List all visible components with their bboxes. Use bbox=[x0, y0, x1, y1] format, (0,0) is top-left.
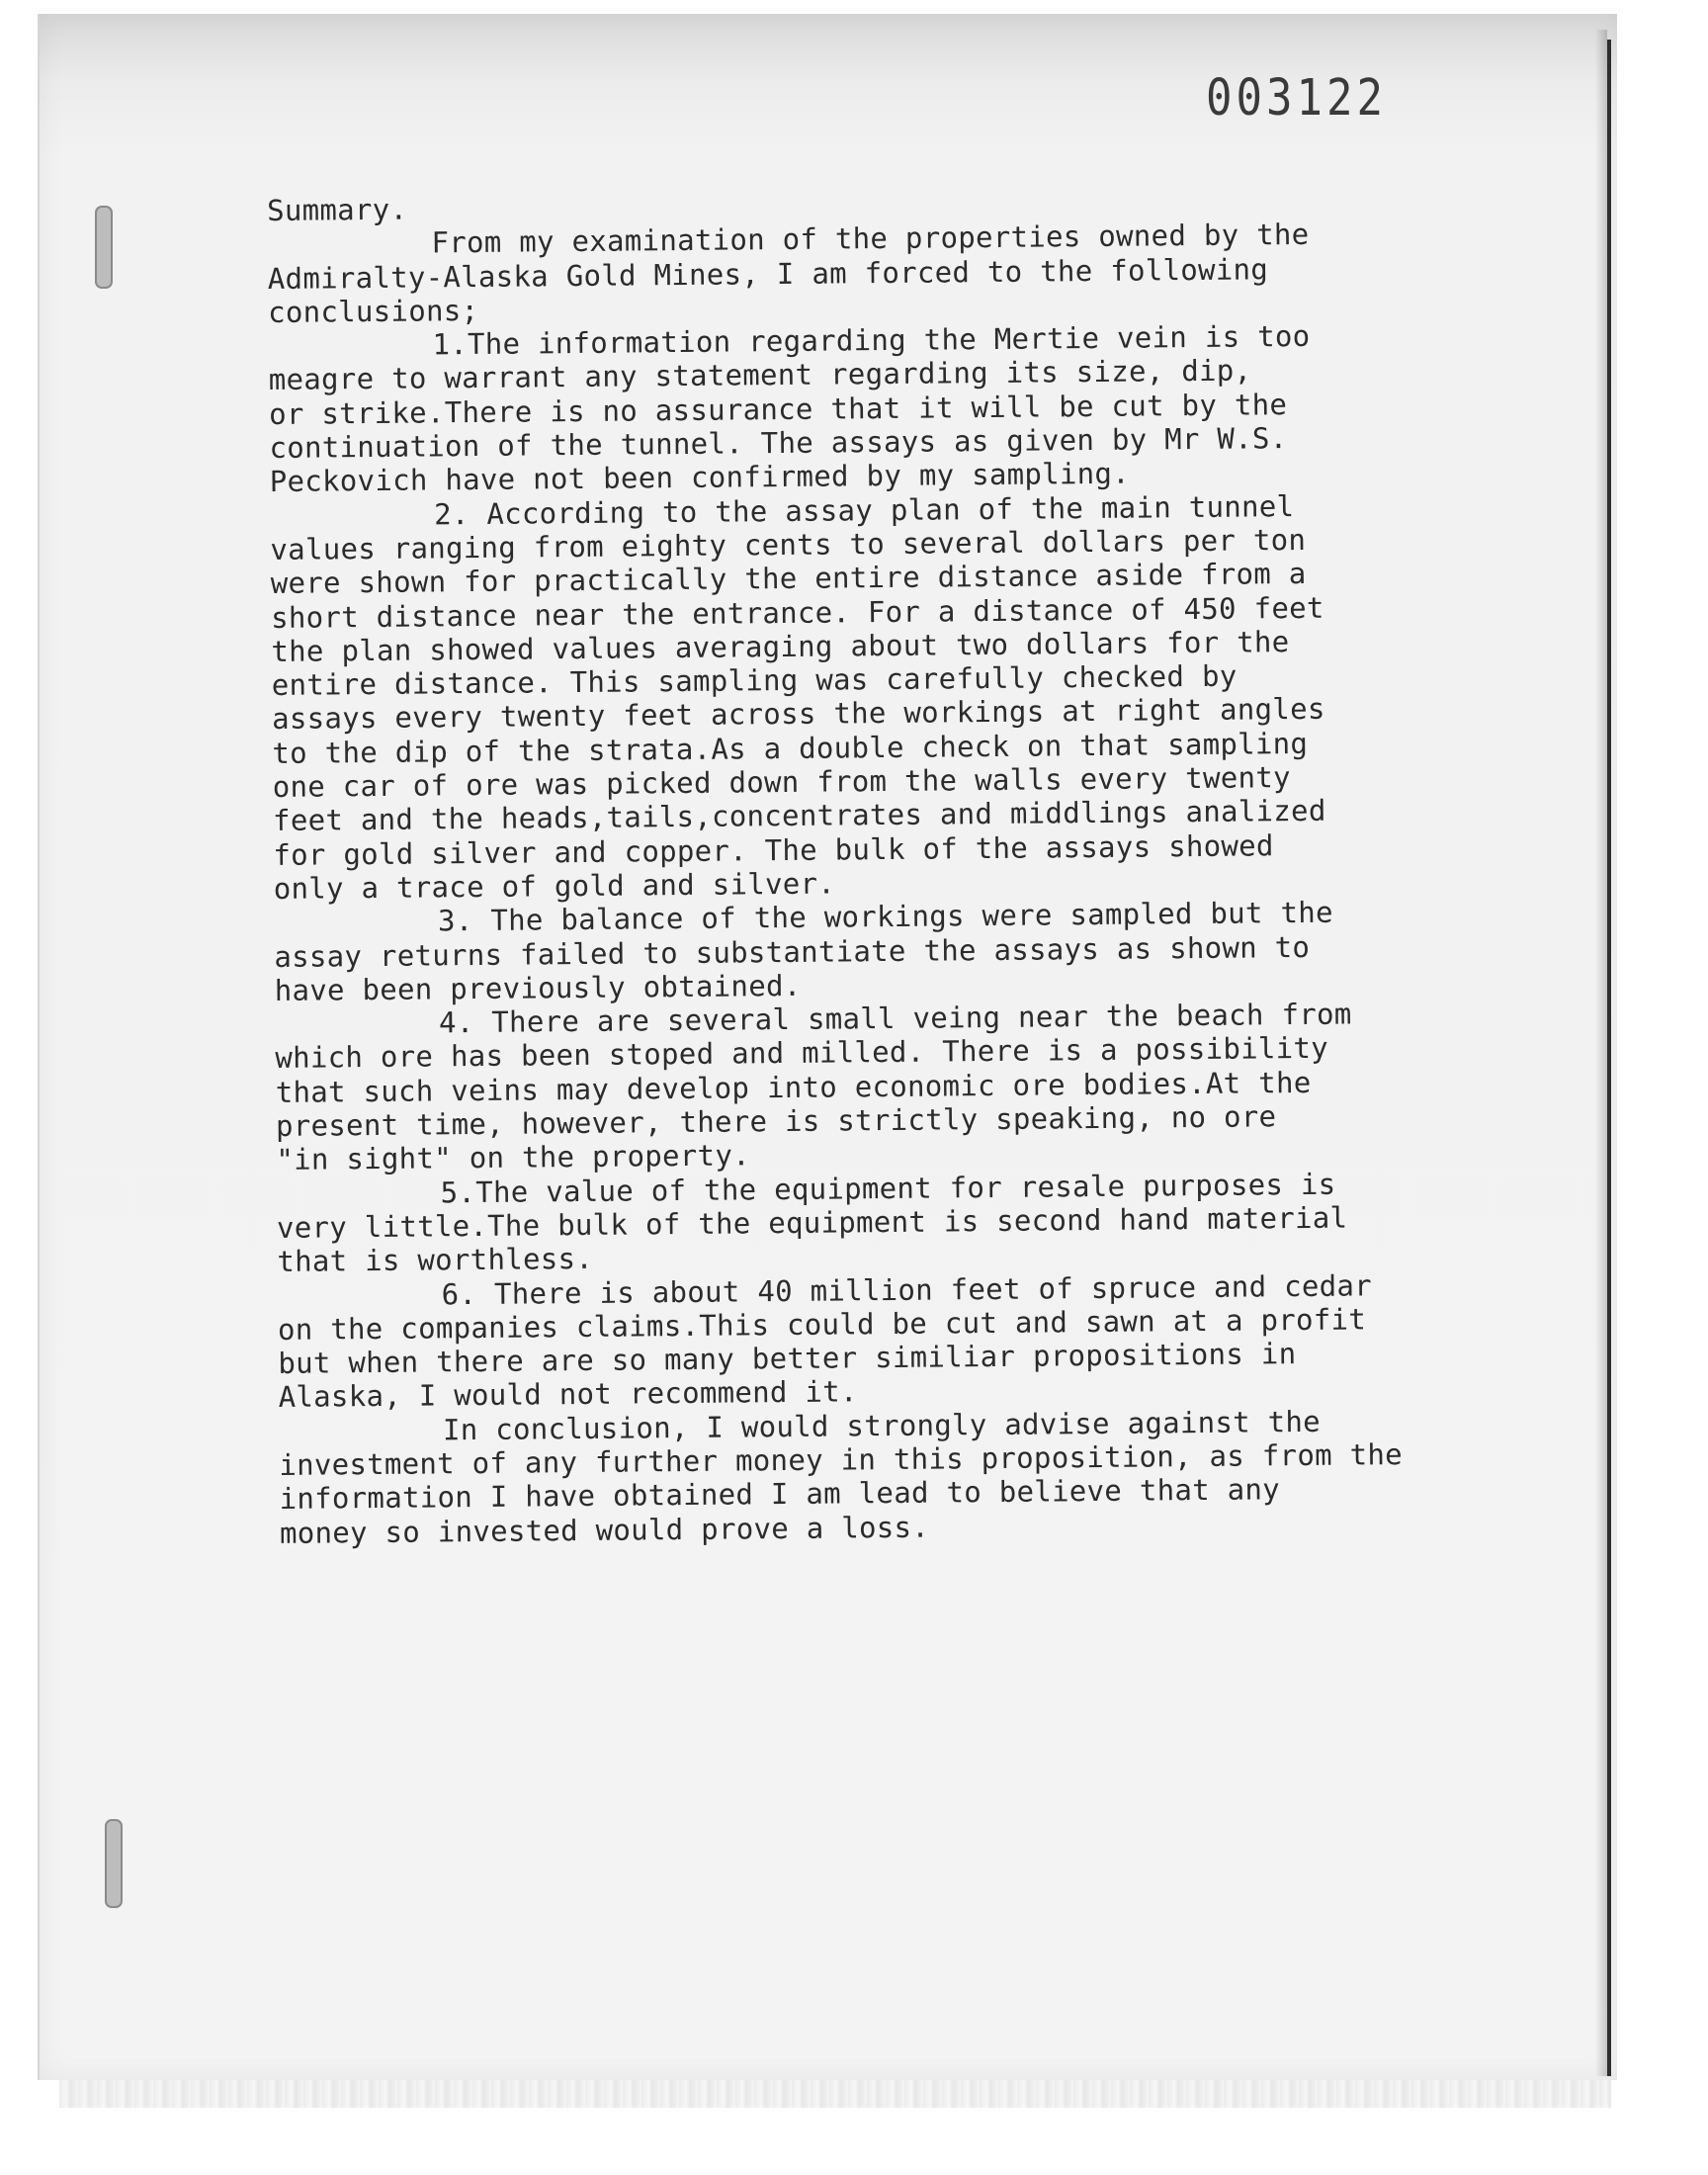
text-line: assays every twenty feet across the workings at right angles bbox=[271, 692, 1325, 737]
text-line: which ore has been stoped and milled. There is a possibility bbox=[275, 1031, 1329, 1076]
summary-heading: Summary. bbox=[267, 192, 408, 227]
paper-right-edge bbox=[1607, 40, 1611, 2076]
text-line: money so invested would prove a loss. bbox=[279, 1510, 930, 1550]
scan-streaks bbox=[59, 2080, 1611, 2108]
text-line: on the companies claims.This could be cut and sawn at a profit bbox=[277, 1302, 1367, 1347]
text-line: 3. The balance of the workings were sampled but the bbox=[437, 895, 1333, 938]
text-line: to the dip of the strata.As a double check on that sampling bbox=[272, 726, 1309, 770]
text-line: From my examination of the properties owned by the bbox=[431, 218, 1310, 260]
text-line: that is worthless. bbox=[277, 1242, 594, 1279]
text-line: but when there are so many better similiar propositions in bbox=[278, 1337, 1297, 1381]
text-line: In conclusion, I would strongly advise against the bbox=[442, 1404, 1322, 1447]
text-line: Alaska, I would not recommend it. bbox=[278, 1374, 858, 1415]
punch-hole-bottom bbox=[105, 1819, 123, 1908]
text-line: Peckovich have not been confirmed by my sampling. bbox=[269, 457, 1131, 499]
text-line: conclusions; bbox=[267, 293, 479, 329]
text-line: 5.The value of the equipment for resale purposes is bbox=[440, 1167, 1336, 1209]
text-line: investment of any further money in this proposition, as from the bbox=[279, 1437, 1404, 1482]
text-line: feet and the heads,tails,concentrates and middlings analized bbox=[272, 794, 1326, 838]
punch-hole-top bbox=[95, 206, 113, 289]
text-line: 4. There are several small veing near the beach from bbox=[438, 997, 1352, 1040]
text-line: very little.The bulk of the equipment is second hand material bbox=[276, 1200, 1348, 1245]
text-line: 1.The information regarding the Mertie vein is too bbox=[432, 319, 1311, 362]
text-line: entire distance. This sampling was carefully checked by bbox=[271, 658, 1238, 703]
text-line: "in sight" on the property. bbox=[276, 1138, 751, 1177]
text-line: values ranging from eighty cents to several dollars per ton bbox=[270, 522, 1307, 566]
text-line: Admiralty-Alaska Gold Mines, I am forced to the following bbox=[267, 251, 1269, 296]
text-line: 2. According to the assay plan of the main tunnel bbox=[433, 488, 1295, 532]
text-line: present time, however, there is strictly speaking, no ore bbox=[275, 1099, 1277, 1143]
text-line: assay returns failed to substantiate the assays as shown to bbox=[274, 929, 1311, 974]
text-line: were shown for practically the entire distance aside from a bbox=[270, 557, 1307, 601]
summary-text bbox=[267, 181, 1604, 1550]
text-line: for gold silver and copper. The bulk of the assays showed bbox=[273, 827, 1274, 872]
text-line: one car of ore was picked down from the walls every twenty bbox=[272, 760, 1291, 805]
text-line: have been previously obtained. bbox=[274, 968, 802, 1007]
text-line: short distance near the entrance. For a distance of 450 feet bbox=[270, 590, 1324, 635]
text-line: the plan showed values averaging about two dollars for the bbox=[271, 624, 1290, 668]
text-line: continuation of the tunnel. The assays as given by Mr W.S. bbox=[269, 421, 1288, 466]
text-line: 6. There is about 40 million feet of spruce and cedar bbox=[441, 1267, 1373, 1311]
text-line: that such veins may develop into economic ore bodies.At the bbox=[275, 1065, 1312, 1109]
text-line: only a trace of gold and silver. bbox=[273, 866, 836, 906]
text-line: information I have obtained I am lead to believe that any bbox=[279, 1472, 1281, 1517]
text-line: or strike.There is no assurance that it will be cut by the bbox=[268, 387, 1288, 431]
text-line: meagre to warrant any statement regarding its size, dip, bbox=[268, 353, 1252, 397]
document-number: 003122 bbox=[1206, 69, 1387, 128]
